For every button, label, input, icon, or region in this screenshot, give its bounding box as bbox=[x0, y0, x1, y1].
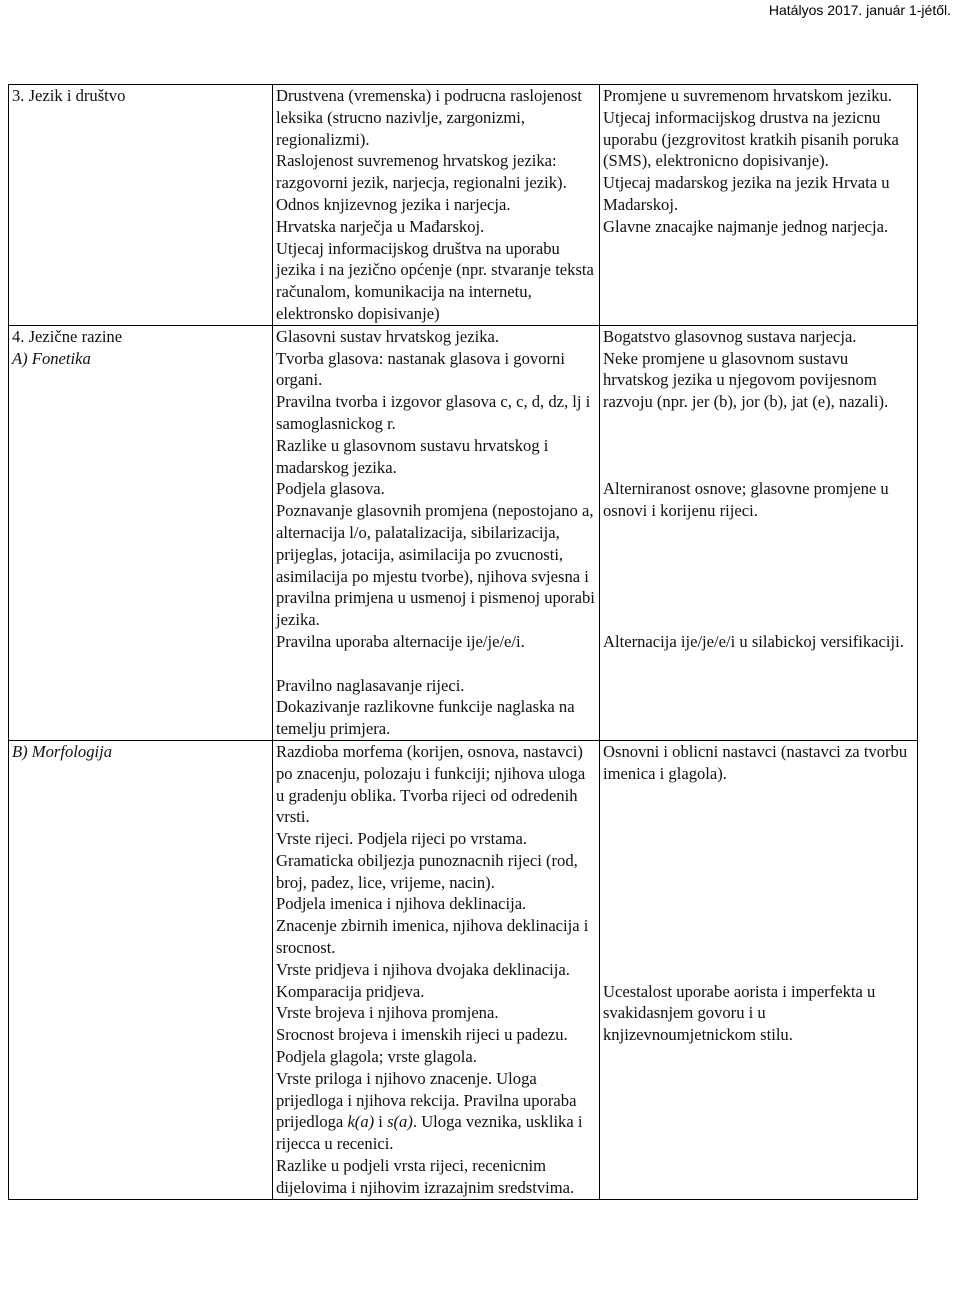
content-line: Gramaticka obiljezja punoznacnih rijeci (rod, broj, padez, lice, vrijeme, nacin). bbox=[276, 850, 578, 892]
content-line: Vrste brojeva i njihova promjena. bbox=[276, 1003, 499, 1023]
content-line: Vrste pridjeva i njihova dvojaka deklinacija. Komparacija pridjeva. bbox=[276, 959, 570, 1001]
goal-spacer bbox=[603, 566, 913, 588]
topic-subtitle: B) Morfologija bbox=[12, 741, 113, 761]
content-line: Pravilno naglasavanje rijeci. bbox=[276, 675, 465, 695]
goal-spacer bbox=[603, 413, 913, 435]
content-line: Razdioba morfema (korijen, osnova, nastavci) po znacenju, polozaju i funkciji; njihova uloga u gradenju oblika. Tvorba rijeci od odredenih vrsti. bbox=[276, 741, 586, 827]
content-line: Podjela glagola; vrste glagola. bbox=[276, 1047, 477, 1067]
goal-line: Utjecaj madarskog jezika na jezik Hrvata u Madarskoj. bbox=[603, 173, 890, 214]
content-cell bbox=[273, 85, 600, 326]
goal-spacer bbox=[603, 435, 913, 457]
content-line: Odnos knjizevnog jezika i narjecja. bbox=[276, 194, 511, 214]
content-cell bbox=[273, 740, 600, 1199]
content-line: Podjela imenica i njihova deklinacija. bbox=[276, 894, 527, 914]
topic-subtitle: A) Fonetika bbox=[12, 348, 91, 368]
topic-cell bbox=[9, 325, 273, 740]
content-line: Podjela glasova. bbox=[276, 479, 385, 499]
goal-spacer bbox=[603, 609, 913, 631]
topic-title: 3. Jezik i društvo bbox=[12, 86, 126, 105]
content-line: Dokazivanje razlikovne funkcije naglaska na temelju primjera. bbox=[276, 697, 575, 739]
content-italic: s(a) bbox=[387, 1112, 413, 1132]
table-row bbox=[9, 740, 918, 1199]
table-row bbox=[9, 85, 918, 326]
content-text: Vrste priloga i njihovo znacenje. Uloga prijedloga i njihova rekcija. Pravilna uporaba prijedloga bbox=[276, 1068, 577, 1132]
goals-cell bbox=[600, 740, 918, 1199]
topic-cell bbox=[9, 85, 273, 326]
table-row bbox=[9, 325, 918, 740]
goal-line: Promjene u suvremenom hrvatskom jeziku. bbox=[603, 86, 892, 105]
content-line: Utjecaj informacijskog društva na uporabu jezika i na jezično općenje (npr. stvaranje teksta računalom, komunikacija na internetu, elektronsko dopisivanje) bbox=[276, 238, 594, 323]
goal-line: Ucestalost uporabe aorista i imperfekta u svakidasnjem govoru i u knjizevnoumjetnickom stilu. bbox=[603, 981, 876, 1045]
content-italic: k(a) bbox=[347, 1112, 375, 1132]
topic-cell bbox=[9, 740, 273, 1199]
goal-line: Utjecaj informacijskog drustva na jezicnu uporabu (jezgrovitost kratkih pisanih poruka (SMS), elektronicno dopisivanje). bbox=[603, 107, 899, 171]
content-line: Vrste rijeci. Podjela rijeci po vrstama. bbox=[276, 829, 528, 849]
content-line-mixed bbox=[276, 1068, 595, 1155]
content-cell bbox=[273, 325, 600, 740]
content-line: Razlike u glasovnom sustavu hrvatskog i madarskog jezika. bbox=[276, 435, 549, 477]
content-line: Poznavanje glasovnih promjena (nepostojano a, alternacija l/o, palatalizacija, sibilarizacija, prijeglas, jotacija, asimilacija po zvucnosti, asimilacija po mjestu tvorbe), njihova svjesna i pravilna primjena u usmenoj i pismenoj uporabi jezika. bbox=[276, 501, 595, 630]
goal-line: Bogatstvo glasovnog sustava narjecja. bbox=[603, 326, 857, 346]
content-text: i bbox=[374, 1112, 388, 1132]
content-line: Znacenje zbirnih imenica, njihova deklinacija i srocnost. bbox=[276, 916, 589, 958]
content-line: Hrvatska narječja u Mađarskoj. bbox=[276, 216, 485, 236]
content-line: Pravilna tvorba i izgovor glasova c, c, d, dz, lj i samoglasnickog r. bbox=[276, 392, 591, 433]
goals-cell bbox=[600, 85, 918, 326]
page-header-validity: Hatályos 2017. január 1-jétől. bbox=[768, 2, 951, 18]
content-line: Drustvena (vremenska) i podrucna raslojenost leksika (strucno nazivlje, zargonizmi, regionalizmi). bbox=[276, 86, 582, 149]
goal-spacer bbox=[603, 785, 913, 981]
content-line: Raslojenost suvremenog hrvatskog jezika: razgovorni jezik, narjecja, regionalni jezik). bbox=[276, 151, 567, 193]
content-spacer bbox=[276, 653, 595, 675]
goal-spacer bbox=[603, 457, 913, 479]
goal-line: Alternacija ije/je/e/i u silabickoj versifikaciji. bbox=[603, 631, 904, 651]
content-line: Pravilna uporaba alternacije ije/je/e/i. bbox=[276, 631, 525, 651]
goal-line: Alterniranost osnove; glasovne promjene u osnovi i korijenu rijeci. bbox=[603, 479, 889, 521]
content-line: Srocnost brojeva i imenskih rijeci u padezu. bbox=[276, 1025, 568, 1045]
content-line: Tvorba glasova: nastanak glasova i govorni organi. bbox=[276, 348, 565, 390]
goal-spacer bbox=[603, 587, 913, 609]
content-text: . Uloga veznika, usklika i rijecca u recenici. bbox=[276, 1112, 583, 1154]
goal-spacer bbox=[603, 522, 913, 544]
curriculum-table bbox=[8, 84, 918, 1200]
content-line: Razlike u podjeli vrsta rijeci, recenicnim dijelovima i njihovim izrazajnim sredstvima. bbox=[276, 1156, 575, 1197]
goal-spacer bbox=[603, 544, 913, 566]
goal-line: Glavne znacajke najmanje jednog narjecja. bbox=[603, 216, 889, 236]
goal-line: Neke promjene u glasovnom sustavu hrvatskog jezika u njegovom povijesnom razvoju (npr. jer (b), jor (b), jat (e), nazali). bbox=[603, 348, 889, 412]
goal-line: Osnovni i oblicni nastavci (nastavci za tvorbu imenica i glagola). bbox=[603, 741, 908, 783]
topic-title: 4. Jezične razine bbox=[12, 326, 123, 346]
goals-cell bbox=[600, 325, 918, 740]
content-line: Glasovni sustav hrvatskog jezika. bbox=[276, 326, 500, 346]
